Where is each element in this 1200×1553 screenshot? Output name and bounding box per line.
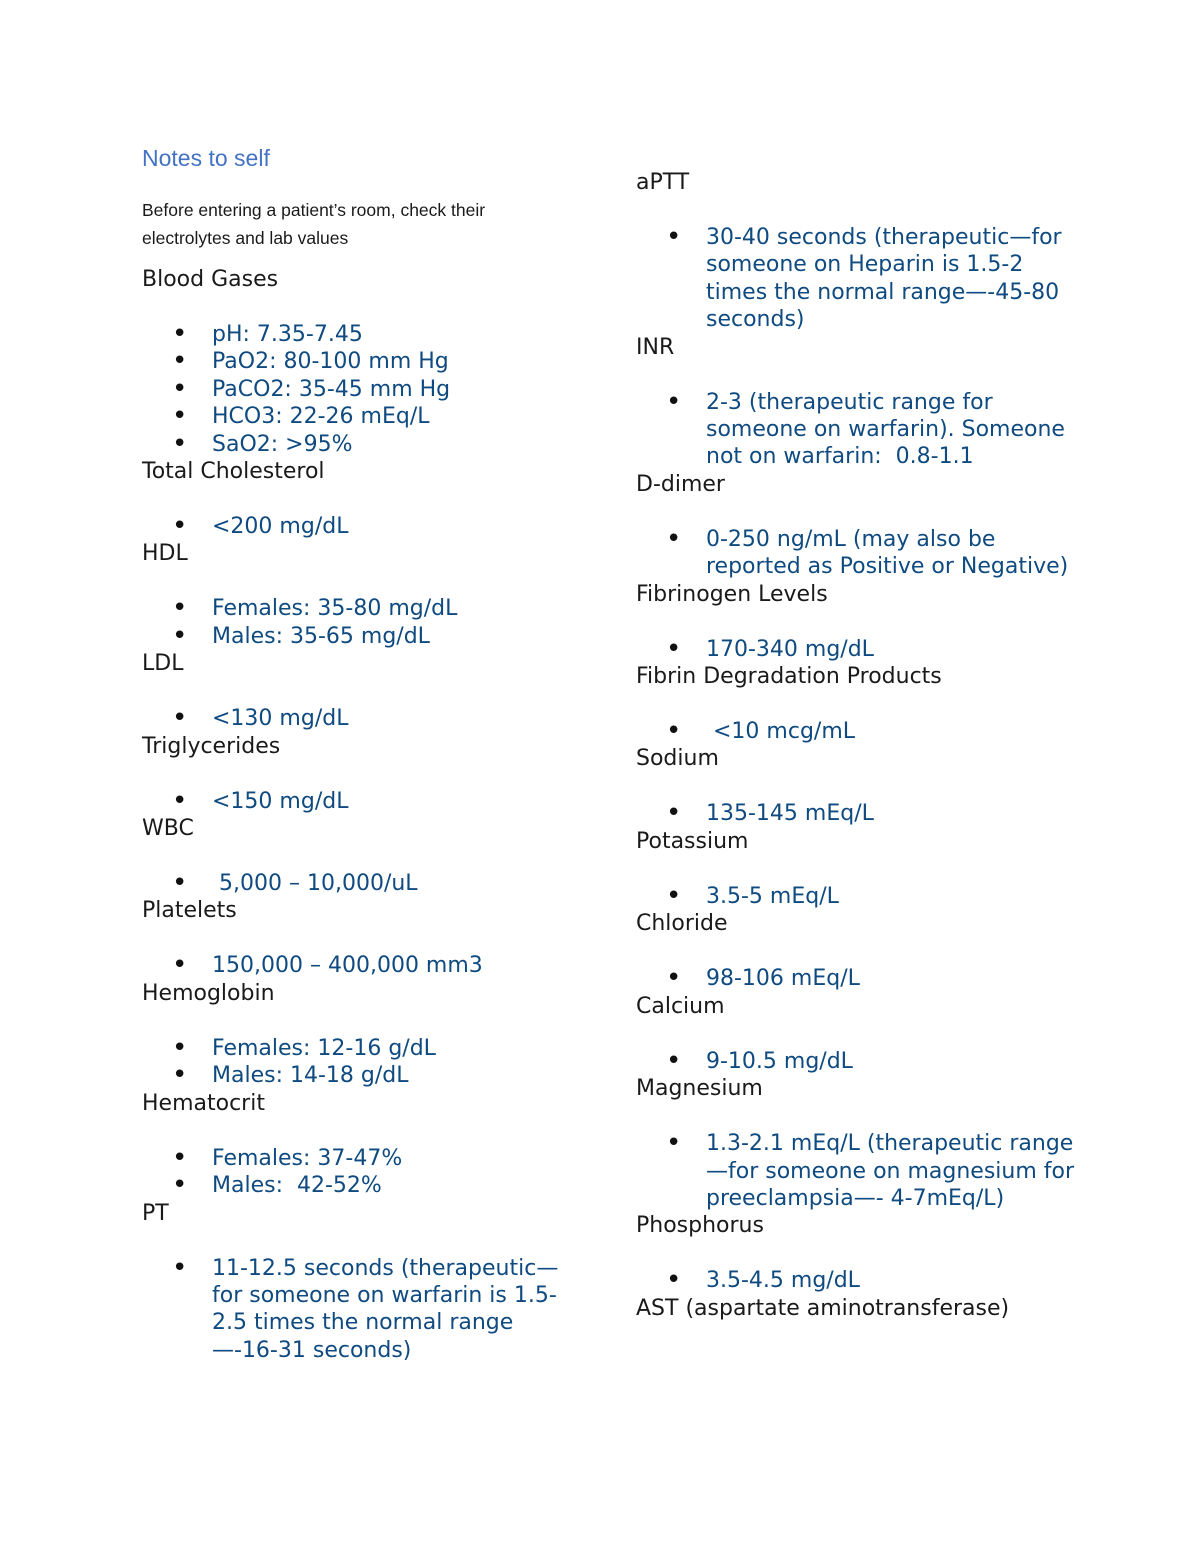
section-spacer — [142, 924, 572, 952]
reference-value-item: • PaCO2: 35-45 mm Hg — [142, 376, 572, 403]
section-spacer — [636, 772, 1086, 800]
reference-value-item: • <200 mg/dL — [142, 513, 572, 540]
section-spacer — [636, 1102, 1086, 1130]
reference-value-item: • <10 mcg/mL — [636, 718, 1086, 745]
reference-value-item: • 1.3-2.1 mEq/L (therapeutic range—for someone on magnesium for preeclampsia—- 4-7mEq/L) — [636, 1130, 1086, 1212]
section-heading-hdl: HDL — [142, 541, 188, 567]
reference-value-item: • 11-12.5 seconds (therapeutic—for someone on warfarin is 1.5-2.5 times the normal range—-16-31 seconds) — [142, 1255, 572, 1365]
value-list — [142, 788, 572, 815]
value-list — [636, 965, 1086, 992]
reference-value-item: • 9-10.5 mg/dL — [636, 1048, 1086, 1075]
section-heading-hemoglobin: Hemoglobin — [142, 980, 275, 1006]
value-list — [636, 636, 1086, 663]
value-list — [636, 718, 1086, 745]
value-list — [636, 883, 1086, 910]
section-heading-aptt: aPTT — [636, 170, 690, 195]
section-spacer — [636, 855, 1086, 883]
reference-value-item: • 3.5-4.5 mg/dL — [636, 1267, 1086, 1294]
reference-value-item: • <130 mg/dL — [142, 705, 572, 732]
reference-value-item: • 0-250 ng/mL (may also be reported as Positive or Negative) — [636, 526, 1086, 581]
section-spacer — [142, 485, 572, 513]
intro-text: Before entering a patient’s room, check their electrolytes and lab values — [142, 200, 486, 248]
section-heading-sodium: Sodium — [636, 746, 719, 772]
section-spacer — [636, 196, 1086, 224]
left-lab-sections — [142, 266, 572, 1364]
section-spacer — [636, 937, 1086, 965]
section-spacer — [636, 361, 1086, 389]
section-spacer — [636, 498, 1086, 526]
section-spacer — [142, 1007, 572, 1035]
section-spacer — [142, 1227, 572, 1255]
section-heading-d-dimer: D-dimer — [636, 471, 725, 497]
section-spacer — [142, 842, 572, 870]
value-list — [636, 526, 1086, 581]
reference-value-item: • 2-3 (therapeutic range for someone on warfarin). Someone not on warfarin: 0.8-1.1 — [636, 389, 1086, 471]
section-heading-wbc: WBC — [142, 816, 194, 842]
section-spacer — [142, 760, 572, 788]
reference-value-item: • Females: 12-16 g/dL — [142, 1035, 572, 1062]
value-list — [142, 1035, 572, 1090]
section-heading-pt: PT — [142, 1200, 169, 1226]
reference-value-item: • HCO3: 22-26 mEq/L — [142, 403, 572, 430]
value-list — [142, 513, 572, 540]
reference-value-item: • 135-145 mEq/L — [636, 800, 1086, 827]
reference-value-item: • Males: 35-65 mg/dL — [142, 623, 572, 650]
section-spacer — [142, 567, 572, 595]
reference-value-item: • 170-340 mg/dL — [636, 636, 1086, 663]
section-spacer — [636, 608, 1086, 636]
section-heading-calcium: Calcium — [636, 993, 725, 1019]
reference-value-item: • 98-106 mEq/L — [636, 965, 1086, 992]
section-heading-hematocrit: Hematocrit — [142, 1090, 265, 1116]
section-heading-fibrin-degradation-products: Fibrin Degradation Products — [636, 664, 942, 690]
section-heading-ldl: LDL — [142, 651, 184, 677]
section-heading-fibrinogen-levels: Fibrinogen Levels — [636, 581, 828, 607]
section-heading-triglycerides: Triglycerides — [142, 733, 281, 759]
reference-value-item: • Females: 37-47% — [142, 1145, 572, 1172]
value-list — [142, 321, 572, 458]
reference-value-item: • pH: 7.35-7.45 — [142, 321, 572, 348]
section-heading-magnesium: Magnesium — [636, 1076, 763, 1102]
reference-value-item: • 30-40 seconds (therapeutic—for someone on Heparin is 1.5-2 times the normal range—-45-80 seconds) — [636, 224, 1086, 334]
value-list — [142, 705, 572, 732]
reference-value-item: • <150 mg/dL — [142, 788, 572, 815]
value-list — [636, 1048, 1086, 1075]
reference-value-item: • SaO2: >95% — [142, 431, 572, 458]
section-spacer — [636, 690, 1086, 718]
section-heading-platelets: Platelets — [142, 898, 237, 924]
section-spacer — [636, 1020, 1086, 1048]
page-title: Notes to self — [142, 145, 270, 171]
reference-value-item: • Males: 42-52% — [142, 1172, 572, 1199]
value-list — [636, 224, 1086, 334]
section-heading-phosphorus: Phosphorus — [636, 1213, 764, 1239]
value-list — [142, 1255, 572, 1365]
section-spacer — [636, 1239, 1086, 1267]
reference-value-item: • 5,000 – 10,000/uL — [142, 870, 572, 897]
value-list — [142, 952, 572, 979]
value-list — [142, 1145, 572, 1200]
reference-value-item: • 3.5-5 mEq/L — [636, 883, 1086, 910]
value-list — [636, 389, 1086, 471]
section-heading-ast-aspartate-aminotransferase: AST (aspartate aminotransferase) — [636, 1295, 1010, 1321]
section-heading-chloride: Chloride — [636, 911, 728, 937]
section-heading-blood-gases: Blood Gases — [142, 267, 279, 292]
value-list — [636, 1130, 1086, 1212]
right-lab-sections — [636, 169, 1086, 1322]
section-heading-potassium: Potassium — [636, 828, 749, 854]
section-spacer — [142, 1117, 572, 1145]
section-spacer — [142, 677, 572, 705]
section-spacer — [142, 293, 572, 321]
reference-value-item: • Males: 14-18 g/dL — [142, 1062, 572, 1089]
section-heading-inr: INR — [636, 334, 675, 360]
reference-value-item: • 150,000 – 400,000 mm3 — [142, 952, 572, 979]
value-list — [142, 870, 572, 897]
value-list — [636, 800, 1086, 827]
reference-value-item: • PaO2: 80-100 mm Hg — [142, 348, 572, 375]
value-list — [636, 1267, 1086, 1294]
value-list — [142, 595, 572, 650]
reference-value-item: • Females: 35-80 mg/dL — [142, 595, 572, 622]
section-heading-total-cholesterol: Total Cholesterol — [142, 459, 325, 485]
